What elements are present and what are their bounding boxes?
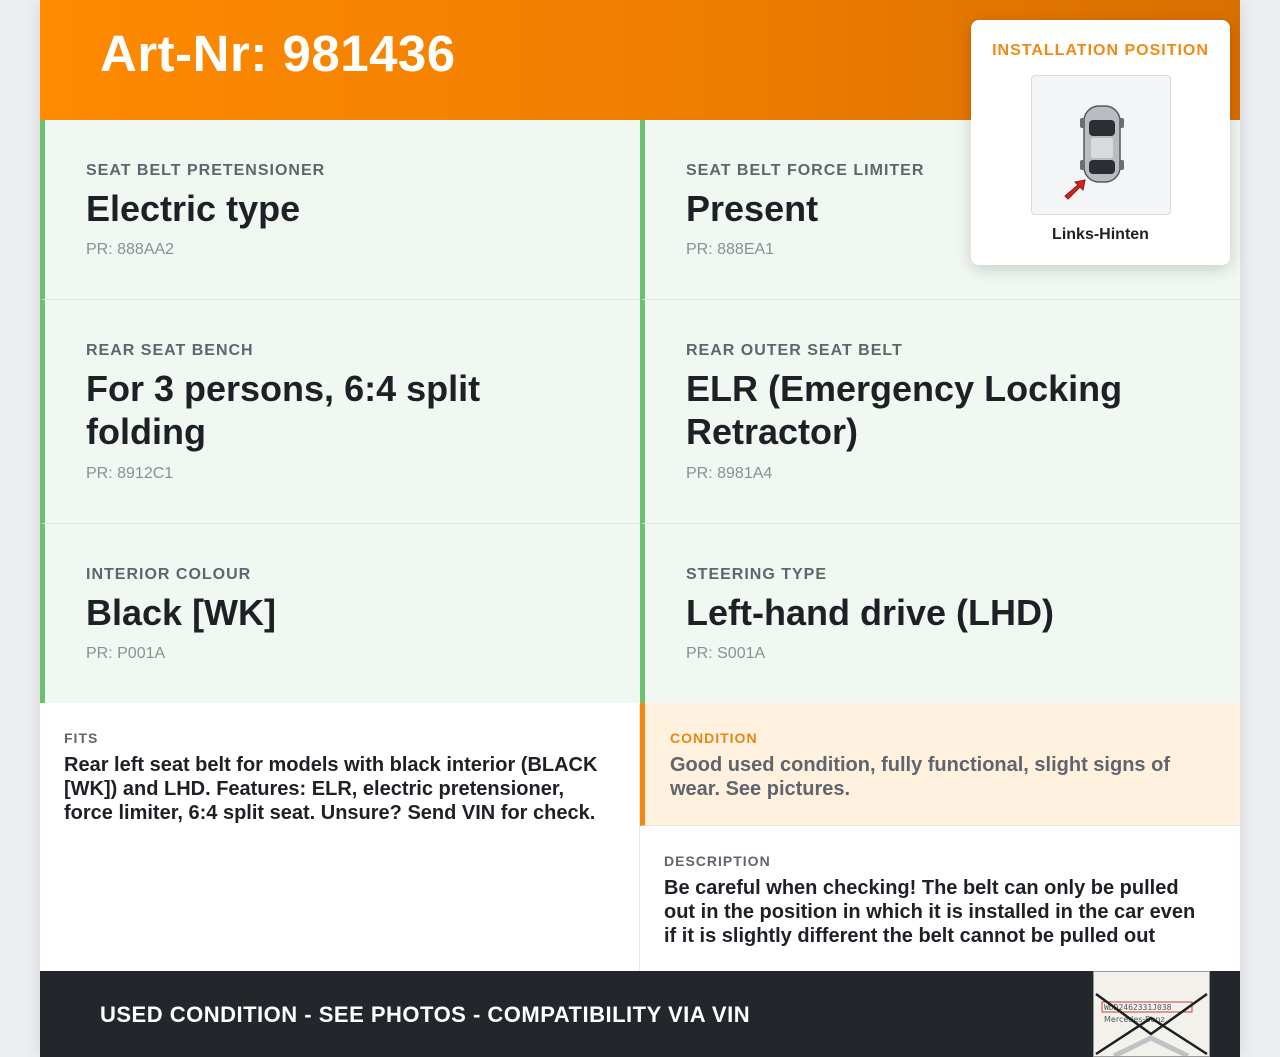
installation-position-title: INSTALLATION POSITION — [992, 42, 1209, 59]
spec-cell-rear-outer-seat-belt — [640, 300, 1240, 524]
product-sheet — [40, 0, 1240, 1057]
fits-text: Rear left seat belt for models with black interior (BLACK [WK]) and LHD. Features: ELR, electric pretensioner, force limiter, 6:4 split seat. Unsure? Send VIN for check. — [64, 754, 598, 824]
spec-value: Black [WK] — [86, 592, 277, 633]
footer-text: USED CONDITION - SEE PHOTOS - COMPATIBILITY VIA VIN — [100, 1002, 751, 1027]
spec-label: INTERIOR COLOUR — [86, 566, 252, 583]
installation-position-card — [971, 20, 1230, 265]
spec-value: For 3 persons, 6:4 split folding — [86, 368, 481, 452]
fits-label: FITS — [64, 730, 99, 746]
spec-pr-code: PR: S001A — [686, 645, 766, 662]
spec-pr-code: PR: 8981A4 — [686, 465, 773, 482]
spec-cell-seat-belt-pretensioner — [40, 120, 640, 300]
spec-value: Left-hand drive (LHD) — [686, 592, 1054, 633]
spec-pr-code: PR: P001A — [86, 645, 166, 662]
description-label: DESCRIPTION — [664, 853, 771, 869]
fits-section — [40, 703, 640, 971]
spec-label: SEAT BELT FORCE LIMITER — [686, 162, 925, 179]
installation-diagram — [1031, 75, 1171, 215]
spec-cell-steering-type — [640, 524, 1240, 704]
spec-label: STEERING TYPE — [686, 566, 828, 583]
thumb-line-vin: WDD2462331J038 — [1104, 1003, 1172, 1012]
spec-pr-code: PR: 888AA2 — [86, 241, 175, 258]
spec-pr-code: PR: 8912C1 — [86, 465, 174, 482]
article-number-title: Art-Nr: 981436 — [100, 25, 456, 82]
description-text: Be careful when checking! The belt can only be pulled out in the position in which it is installed in the car even if it is slightly different the belt cannot be pulled out — [664, 877, 1196, 947]
installation-position-value: Links-Hinten — [1052, 226, 1149, 243]
footer-bar — [40, 971, 1240, 1057]
red-arrow-icon — [1065, 180, 1085, 199]
document-thumbnail — [1093, 971, 1210, 1057]
condition-label: CONDITION — [670, 730, 758, 746]
spec-pr-code: PR: 888EA1 — [686, 241, 775, 258]
spec-value: ELR (Emergency Locking Retractor) — [686, 368, 1123, 452]
spec-value: Present — [686, 188, 819, 229]
thumb-line-make: Mercedes-Benz — [1104, 1015, 1165, 1024]
condition-text: Good used condition, fully functional, slight signs of wear. See pictures. — [670, 754, 1170, 800]
spec-cell-interior-colour — [40, 524, 640, 704]
condition-section — [640, 703, 1240, 826]
spec-label: REAR OUTER SEAT BELT — [686, 342, 903, 359]
description-section — [640, 826, 1240, 971]
spec-cell-rear-seat-bench — [40, 300, 640, 524]
spec-label: SEAT BELT PRETENSIONER — [86, 162, 326, 179]
car-top-view-icon — [1080, 106, 1124, 182]
spec-value: Electric type — [86, 188, 301, 229]
spec-label: REAR SEAT BENCH — [86, 342, 254, 359]
